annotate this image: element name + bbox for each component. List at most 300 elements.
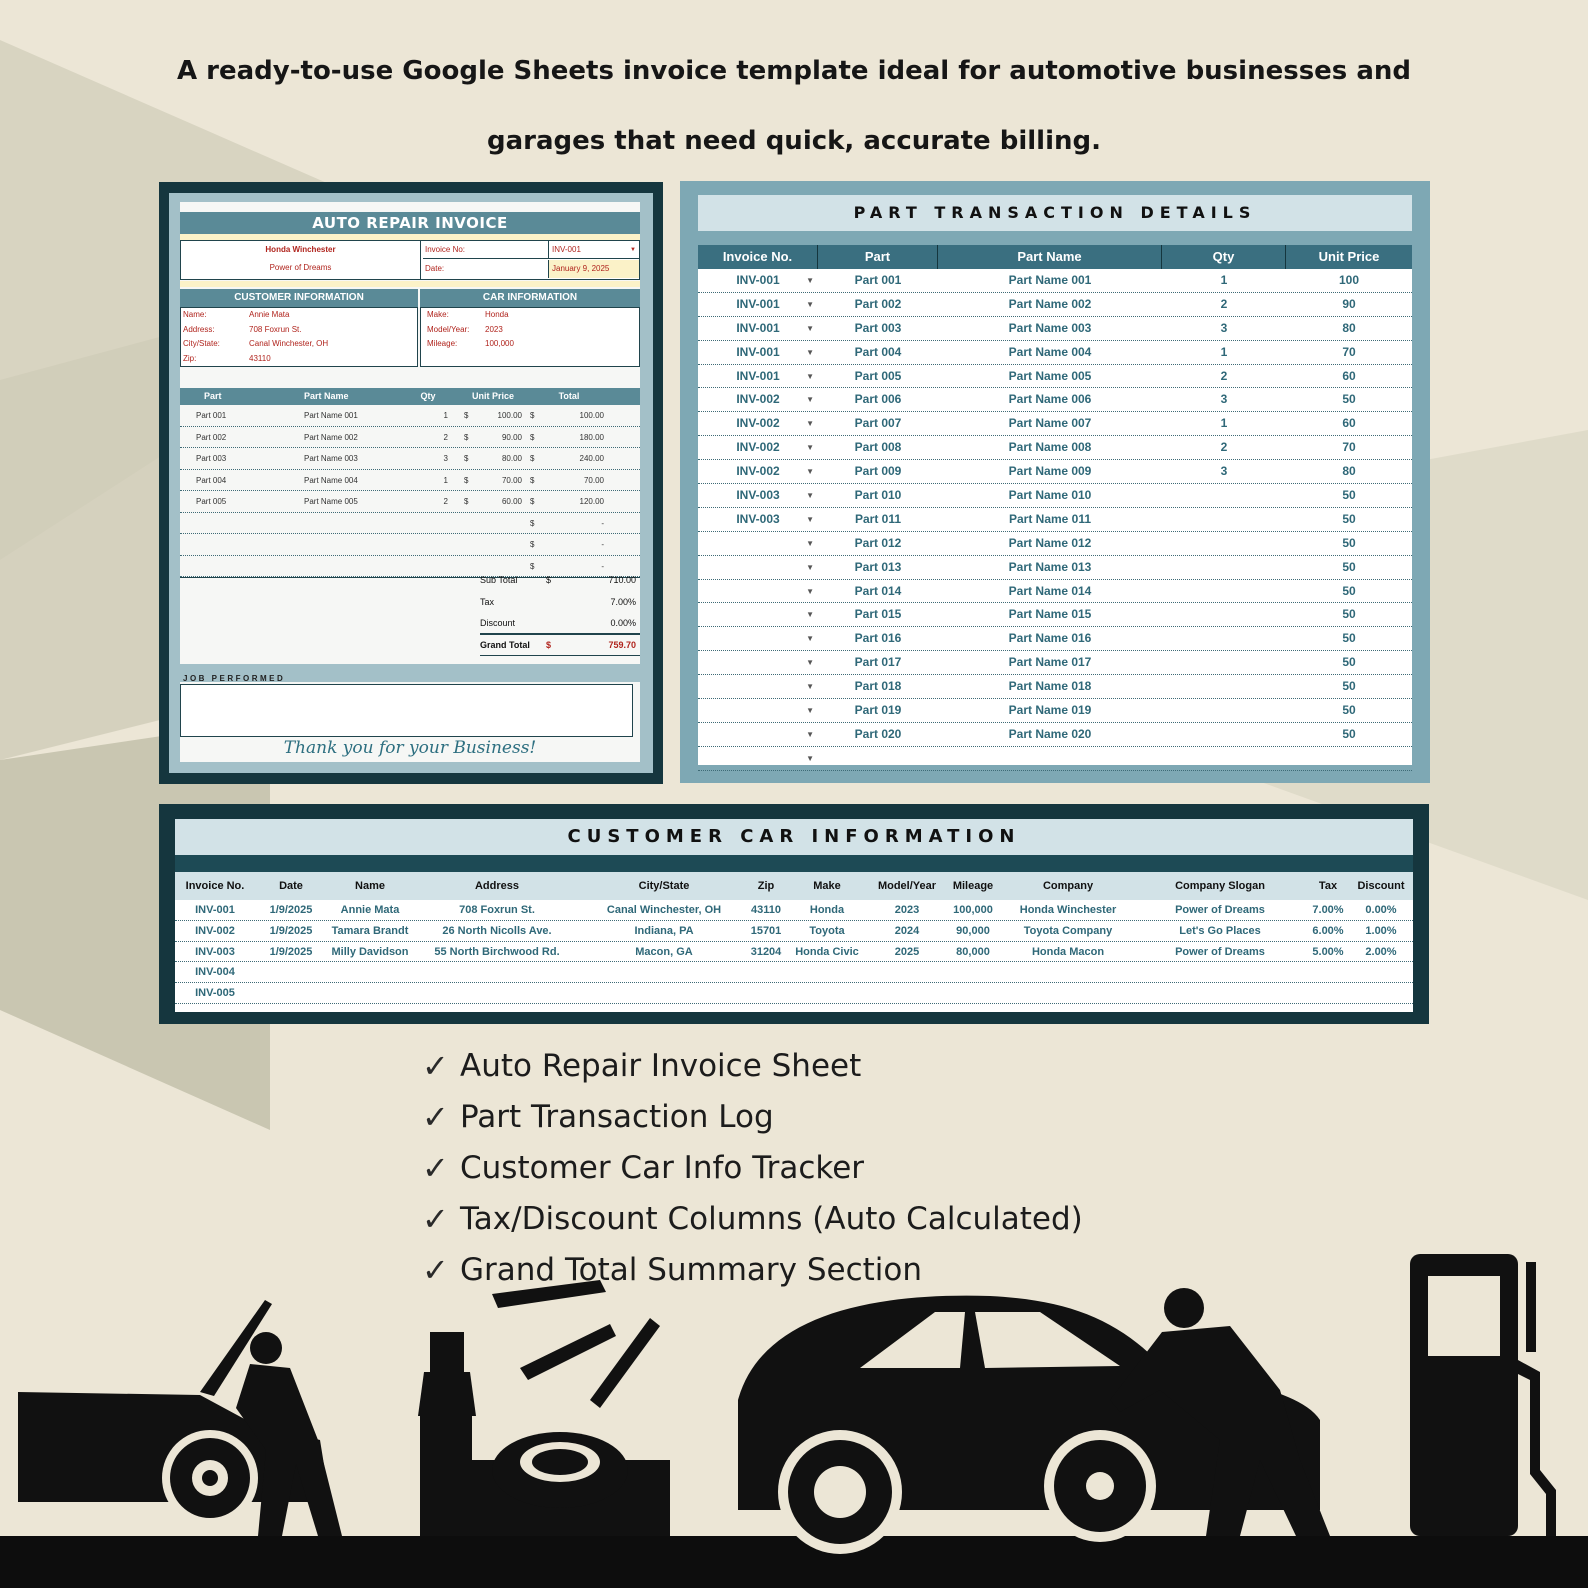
customer-cell[interactable] xyxy=(1351,962,1411,982)
customer-cell[interactable] xyxy=(747,962,785,982)
chevron-down-icon[interactable]: ▼ xyxy=(806,419,814,429)
customer-cell[interactable]: INV-002 xyxy=(195,924,235,937)
subtotal-value: 710.00 xyxy=(608,575,636,585)
line-part[interactable]: Part 002 xyxy=(196,432,227,442)
customer-cell[interactable] xyxy=(581,983,747,1003)
part-name-cell[interactable]: Part Name 004 xyxy=(1008,344,1092,359)
customer-header-cell[interactable]: Make xyxy=(813,880,841,892)
customer-cell[interactable]: 43110 xyxy=(751,904,781,916)
customer-cell[interactable]: 100,000 xyxy=(953,904,993,916)
invoice-line-row xyxy=(180,405,640,427)
chevron-down-icon[interactable]: ▼ xyxy=(806,514,814,524)
chevron-down-icon[interactable]: ▼ xyxy=(806,586,814,596)
line-unit-price[interactable] xyxy=(458,470,528,491)
part-name-cell[interactable]: Part Name 006 xyxy=(1008,392,1092,407)
part-name-cell[interactable]: Part Name 010 xyxy=(1008,488,1092,503)
customer-cell[interactable] xyxy=(747,983,785,1003)
unit-price-cell[interactable]: 50 xyxy=(1342,679,1356,694)
invoice-no-cell[interactable] xyxy=(698,365,818,388)
customer-cell[interactable] xyxy=(1305,962,1351,982)
chevron-down-icon[interactable]: ▼ xyxy=(806,467,814,477)
customer-header-cell[interactable]: Model/Year xyxy=(877,880,937,892)
part-cell[interactable]: Part 006 xyxy=(854,392,902,407)
part-name-cell[interactable]: Part Name 007 xyxy=(1008,416,1092,431)
qty-cell[interactable] xyxy=(1162,651,1286,674)
customer-header-cell[interactable]: Company xyxy=(1042,880,1094,892)
customer-cell[interactable] xyxy=(255,962,327,982)
car-info-block: Make: Honda Model/Year: 2023 Mileage: 100,000 xyxy=(420,307,640,367)
invoice-no-cell[interactable] xyxy=(698,293,818,316)
customer-cell[interactable]: INV-003 xyxy=(195,945,235,958)
line-qty[interactable]: 2 xyxy=(443,432,448,442)
line-qty[interactable]: 1 xyxy=(443,411,448,420)
invoice-no-cell[interactable] xyxy=(698,675,818,698)
part-name-cell[interactable]: Part Name 011 xyxy=(1008,511,1092,526)
customer-cell[interactable] xyxy=(869,962,945,982)
price-value: 100.00 xyxy=(497,411,522,420)
customer-cell[interactable] xyxy=(1001,983,1135,1003)
qty-cell[interactable] xyxy=(1162,484,1286,507)
price-value: 80.00 xyxy=(501,454,522,463)
unit-price-cell[interactable]: 60 xyxy=(1342,416,1356,431)
customer-city-state[interactable]: Canal Winchester, OH xyxy=(249,339,329,348)
currency-symbol: $ xyxy=(464,497,469,506)
customer-header-cell[interactable]: Discount xyxy=(1357,880,1405,892)
line-unit-price[interactable] xyxy=(458,491,528,512)
part-transaction-row xyxy=(698,293,1412,317)
header-part-name[interactable]: Part Name xyxy=(938,245,1162,269)
customer-cell[interactable]: Toyota Company xyxy=(1023,924,1113,937)
customer-cell[interactable]: 1/9/2025 xyxy=(269,904,313,916)
part-cell[interactable]: Part 001 xyxy=(854,273,902,287)
qty-cell[interactable] xyxy=(1162,723,1286,746)
car-make[interactable]: Honda xyxy=(485,310,509,319)
customer-cell[interactable] xyxy=(327,962,413,982)
invoice-no-label: Invoice No: xyxy=(423,241,549,259)
header-qty[interactable]: Qty xyxy=(1162,245,1286,269)
header-invoice-no[interactable]: Invoice No. xyxy=(698,245,818,269)
customer-header-cell[interactable]: Invoice No. xyxy=(185,880,245,892)
customer-cell[interactable]: Macon, GA xyxy=(635,945,693,958)
customer-cell[interactable]: 26 North Nicolls Ave. xyxy=(442,924,552,937)
part-name-cell[interactable]: Part Name 015 xyxy=(1008,607,1092,622)
chevron-down-icon[interactable]: ▼ xyxy=(806,443,814,453)
customer-cell[interactable] xyxy=(1305,983,1351,1003)
chevron-down-icon[interactable]: ▼ xyxy=(806,371,814,381)
qty-cell[interactable] xyxy=(1162,675,1286,698)
line-qty[interactable]: 2 xyxy=(443,497,448,506)
chevron-down-icon[interactable]: ▼ xyxy=(630,247,636,253)
currency-symbol: $ xyxy=(530,540,535,549)
invoice-no-cell[interactable] xyxy=(698,747,818,770)
chevron-down-icon[interactable]: ▼ xyxy=(806,299,814,309)
unit-price-cell[interactable]: 70 xyxy=(1342,440,1356,455)
part-transaction-row xyxy=(698,388,1412,412)
customer-cell[interactable] xyxy=(413,983,581,1003)
invoice-line-items xyxy=(180,388,640,578)
chevron-down-icon[interactable]: ▼ xyxy=(806,491,814,501)
unit-price-cell[interactable]: 100 xyxy=(1338,273,1360,287)
unit-price-cell[interactable]: 50 xyxy=(1342,535,1356,550)
unit-price-cell[interactable]: 50 xyxy=(1342,488,1356,503)
invoice-no-cell[interactable] xyxy=(698,508,818,531)
customer-cell[interactable]: 0.00% xyxy=(1365,904,1397,916)
line-qty[interactable] xyxy=(398,556,458,577)
chevron-down-icon[interactable]: ▼ xyxy=(806,395,814,405)
customer-cell[interactable]: Milly Davidson xyxy=(331,945,409,958)
unit-price-cell[interactable]: 70 xyxy=(1342,344,1356,359)
part-cell[interactable]: Part 011 xyxy=(854,511,902,526)
part-name-cell[interactable]: Part Name 013 xyxy=(1008,559,1092,574)
invoice-no-cell[interactable] xyxy=(698,603,818,626)
line-unit-price[interactable] xyxy=(458,427,528,448)
customer-cell[interactable]: 2024 xyxy=(894,924,920,937)
invoice-line-row xyxy=(180,491,640,513)
part-name-cell[interactable]: Part Name 018 xyxy=(1008,679,1092,694)
customer-header-cell[interactable]: Mileage xyxy=(952,880,994,892)
invoice-panel xyxy=(159,182,663,784)
unit-price-cell[interactable]: 60 xyxy=(1342,368,1356,383)
chevron-down-icon[interactable]: ▼ xyxy=(806,610,814,620)
line-part[interactable]: Part 003 xyxy=(196,454,227,463)
customer-cell[interactable]: 1/9/2025 xyxy=(269,945,313,958)
customer-cell[interactable] xyxy=(1351,983,1411,1003)
part-name-cell[interactable] xyxy=(938,747,1162,770)
customer-cell[interactable] xyxy=(581,962,747,982)
unit-price-cell[interactable]: 50 xyxy=(1342,703,1356,718)
qty-cell[interactable]: 2 xyxy=(1220,440,1228,455)
line-part-name[interactable] xyxy=(248,513,398,534)
part-cell[interactable]: Part 004 xyxy=(854,344,902,359)
header-unit-price[interactable]: Unit Price xyxy=(1318,249,1380,264)
unit-price-cell[interactable]: 80 xyxy=(1342,320,1356,335)
customer-cell[interactable]: 15701 xyxy=(750,924,782,937)
chevron-down-icon[interactable]: ▼ xyxy=(806,634,814,644)
chevron-down-icon[interactable]: ▼ xyxy=(806,682,814,692)
line-total xyxy=(528,470,610,491)
customer-cell[interactable]: Honda Civic xyxy=(795,945,859,958)
part-cell[interactable]: Part 020 xyxy=(854,726,902,741)
customer-cell[interactable]: 31204 xyxy=(750,945,782,958)
currency-symbol: $ xyxy=(530,432,535,442)
part-cell[interactable]: Part 016 xyxy=(854,631,902,646)
customer-cell[interactable]: 6.00% xyxy=(1312,924,1344,937)
part-cell[interactable]: Part 010 xyxy=(854,488,902,503)
line-part-name[interactable] xyxy=(248,556,398,577)
line-total xyxy=(528,405,610,426)
line-total xyxy=(528,534,610,555)
customer-header-cell[interactable]: Company Slogan xyxy=(1175,880,1265,892)
qty-cell[interactable] xyxy=(1162,580,1286,603)
invoice-no-cell[interactable] xyxy=(698,388,818,411)
line-part[interactable]: Part 004 xyxy=(196,475,227,485)
customer-header-cell[interactable]: City/State xyxy=(638,880,690,892)
invoice-no-cell[interactable] xyxy=(698,723,818,746)
line-part-name[interactable]: Part Name 003 xyxy=(304,454,358,463)
customer-cell[interactable]: 5.00% xyxy=(1312,945,1344,958)
invoice-no-value: INV-001 xyxy=(736,296,780,311)
customer-cell[interactable] xyxy=(785,983,869,1003)
customer-cell[interactable]: 2023 xyxy=(894,904,920,916)
qty-cell[interactable]: 1 xyxy=(1220,344,1228,359)
line-qty[interactable]: 1 xyxy=(443,475,448,485)
part-transaction-row xyxy=(698,317,1412,341)
chevron-down-icon[interactable]: ▼ xyxy=(806,729,814,739)
customer-cell[interactable]: Indiana, PA xyxy=(634,924,694,937)
customer-cell[interactable]: Power of Dreams xyxy=(1175,904,1265,916)
part-transaction-row xyxy=(698,365,1412,389)
part-cell[interactable]: Part 002 xyxy=(854,296,902,311)
part-name-cell[interactable]: Part Name 012 xyxy=(1008,535,1092,550)
customer-header-cell[interactable]: Name xyxy=(355,880,385,892)
unit-price-cell[interactable]: 90 xyxy=(1342,296,1356,311)
qty-cell[interactable]: 1 xyxy=(1220,273,1228,287)
total-value: 240.00 xyxy=(579,454,604,463)
line-unit-price[interactable] xyxy=(458,513,528,534)
total-value: - xyxy=(601,540,604,549)
line-total xyxy=(528,427,610,448)
part-cell[interactable]: Part 017 xyxy=(854,655,902,670)
customer-cell[interactable]: Annie Mata xyxy=(340,904,400,916)
part-cell[interactable]: Part 008 xyxy=(854,440,902,455)
part-name-cell[interactable]: Part Name 020 xyxy=(1008,726,1092,741)
customer-row xyxy=(175,962,1413,983)
tax-label: Tax xyxy=(480,596,495,607)
part-cell[interactable]: Part 005 xyxy=(854,368,902,383)
customer-cell[interactable]: INV-005 xyxy=(195,987,235,1000)
line-unit-price[interactable] xyxy=(458,448,528,469)
chevron-down-icon[interactable]: ▼ xyxy=(806,658,814,668)
part-name-cell[interactable]: Part Name 005 xyxy=(1008,368,1092,383)
invoice-no-cell[interactable] xyxy=(698,436,818,459)
unit-price-cell[interactable]: 50 xyxy=(1342,392,1356,407)
invoice-no-cell[interactable] xyxy=(698,460,818,483)
unit-price-cell[interactable]: 50 xyxy=(1342,583,1356,598)
part-cell[interactable]: Part 019 xyxy=(854,703,902,718)
customer-cell[interactable]: 708 Foxrun St. xyxy=(459,904,535,916)
part-cell[interactable]: Part 018 xyxy=(854,679,902,694)
part-name-cell[interactable]: Part Name 008 xyxy=(1008,440,1092,455)
part-name-cell[interactable]: Part Name 009 xyxy=(1008,464,1092,479)
customer-cell[interactable]: INV-001 xyxy=(195,904,235,916)
invoice-date[interactable]: January 9, 2025 xyxy=(552,264,610,273)
feature-text: Tax/Discount Columns (Auto Calculated) xyxy=(460,1200,1083,1237)
line-total xyxy=(528,513,610,534)
customer-cell[interactable]: INV-004 xyxy=(195,966,235,979)
customer-cell[interactable] xyxy=(1135,983,1305,1003)
qty-cell[interactable] xyxy=(1162,699,1286,722)
customer-header-cell[interactable]: Date xyxy=(279,880,303,892)
line-part[interactable]: Part 001 xyxy=(196,411,227,420)
part-cell[interactable]: Part 015 xyxy=(854,607,902,622)
customer-cell[interactable] xyxy=(255,983,327,1003)
customer-name[interactable]: Annie Mata xyxy=(249,310,290,319)
grand-total-label: Grand Total xyxy=(480,639,530,650)
chevron-down-icon[interactable]: ▼ xyxy=(806,347,814,357)
headline xyxy=(0,46,1588,186)
qty-cell[interactable]: 2 xyxy=(1220,368,1228,383)
customer-cell[interactable]: Honda xyxy=(809,904,845,916)
chevron-down-icon[interactable]: ▼ xyxy=(806,753,814,763)
qty-cell[interactable]: 1 xyxy=(1220,416,1228,431)
invoice-no-cell[interactable] xyxy=(698,556,818,579)
customer-cell[interactable] xyxy=(1135,962,1305,982)
part-cell[interactable] xyxy=(818,747,938,770)
part-name-cell[interactable]: Part Name 014 xyxy=(1008,583,1092,598)
car-model-year[interactable]: 2023 xyxy=(485,324,503,334)
part-cell[interactable]: Part 012 xyxy=(854,535,902,550)
line-qty[interactable] xyxy=(398,534,458,555)
invoice-no-cell[interactable] xyxy=(698,699,818,722)
total-value: - xyxy=(601,518,604,528)
customer-car-table xyxy=(175,872,1413,1012)
customer-cell[interactable] xyxy=(869,983,945,1003)
customer-header-cell[interactable]: Address xyxy=(474,880,520,892)
part-transaction-row xyxy=(698,603,1412,627)
qty-cell[interactable] xyxy=(1162,603,1286,626)
customer-cell[interactable]: 55 North Birchwood Rd. xyxy=(434,945,560,958)
invoice-no-cell[interactable] xyxy=(698,269,818,292)
unit-price-cell[interactable]: 50 xyxy=(1342,511,1356,526)
customer-cell[interactable]: Power of Dreams xyxy=(1175,945,1265,958)
part-name-cell[interactable]: Part Name 001 xyxy=(1008,273,1092,287)
line-part[interactable] xyxy=(180,513,248,534)
unit-price-cell[interactable] xyxy=(1286,747,1412,770)
chevron-down-icon[interactable]: ▼ xyxy=(806,538,814,548)
customer-cell[interactable]: 1/9/2025 xyxy=(269,924,313,937)
car-mileage[interactable]: 100,000 xyxy=(485,339,514,348)
line-qty[interactable]: 3 xyxy=(443,454,448,463)
invoice-no-cell[interactable] xyxy=(698,317,818,340)
invoice-no-cell[interactable] xyxy=(698,484,818,507)
part-name-cell[interactable]: Part Name 017 xyxy=(1008,655,1092,670)
line-unit-price[interactable] xyxy=(458,405,528,426)
part-name-cell[interactable]: Part Name 002 xyxy=(1008,296,1092,311)
customer-cell[interactable]: Tamara Brandt xyxy=(331,924,409,937)
customer-cell[interactable]: 7.00% xyxy=(1312,904,1344,916)
part-name-cell[interactable]: Part Name 019 xyxy=(1008,703,1092,718)
customer-cell[interactable]: Honda Winchester xyxy=(1019,904,1117,916)
customer-cell[interactable]: 1.00% xyxy=(1365,924,1397,937)
invoice-no-cell[interactable] xyxy=(698,651,818,674)
job-performed-input[interactable] xyxy=(180,684,633,737)
line-unit-price[interactable] xyxy=(458,534,528,555)
customer-cell[interactable]: Let's Go Places xyxy=(1179,924,1261,937)
line-part[interactable]: Part 005 xyxy=(196,497,227,506)
feature-item xyxy=(422,1142,1083,1193)
qty-cell[interactable] xyxy=(1162,627,1286,650)
line-part-name[interactable]: Part Name 004 xyxy=(304,475,358,485)
qty-cell[interactable]: 3 xyxy=(1220,320,1228,335)
customer-header-cell[interactable]: Tax xyxy=(1318,880,1338,892)
total-value: - xyxy=(601,561,604,571)
invoice-sheet xyxy=(180,202,640,762)
customer-cell[interactable]: Canal Winchester, OH xyxy=(606,904,722,916)
customer-cell[interactable]: 2.00% xyxy=(1365,945,1397,958)
qty-cell[interactable] xyxy=(1162,747,1286,770)
invoice-line-row xyxy=(180,448,640,470)
total-value: 100.00 xyxy=(579,411,604,420)
part-name-cell[interactable]: Part Name 003 xyxy=(1008,320,1092,335)
tools-tires-icon xyxy=(418,1280,670,1536)
currency-symbol: $ xyxy=(530,411,535,420)
customer-cell[interactable] xyxy=(327,983,413,1003)
customer-cell[interactable]: Toyota xyxy=(809,924,845,937)
unit-price-cell[interactable]: 50 xyxy=(1342,726,1356,741)
customer-cell[interactable] xyxy=(1001,962,1135,982)
part-transactions-title: PART TRANSACTION DETAILS xyxy=(698,195,1412,231)
unit-price-cell[interactable]: 80 xyxy=(1342,464,1356,479)
qty-cell[interactable]: 3 xyxy=(1220,464,1228,479)
currency-symbol: $ xyxy=(464,475,469,485)
company-slogan: Power of Dreams xyxy=(269,263,332,272)
line-part-name[interactable]: Part Name 002 xyxy=(304,432,358,442)
part-cell[interactable]: Part 009 xyxy=(854,464,902,479)
line-qty[interactable] xyxy=(398,513,458,534)
part-name-cell[interactable]: Part Name 016 xyxy=(1008,631,1092,646)
part-cell[interactable]: Part 003 xyxy=(854,320,902,335)
customer-info-heading: CUSTOMER INFORMATION xyxy=(180,289,418,307)
chevron-down-icon[interactable]: ▼ xyxy=(806,706,814,716)
customer-cell[interactable] xyxy=(785,962,869,982)
customer-cell[interactable]: 2025 xyxy=(894,945,920,958)
qty-cell[interactable] xyxy=(1162,508,1286,531)
line-part-name[interactable]: Part Name 005 xyxy=(304,497,358,506)
invoice-no-select[interactable]: INV-001 xyxy=(552,245,581,254)
invoice-no-cell[interactable] xyxy=(698,532,818,555)
unit-price-cell[interactable]: 50 xyxy=(1342,655,1356,670)
line-part[interactable] xyxy=(180,556,248,577)
part-cell[interactable]: Part 013 xyxy=(854,559,902,574)
customer-cell[interactable]: 90,000 xyxy=(956,924,990,937)
qty-cell[interactable] xyxy=(1162,556,1286,579)
price-value: 70.00 xyxy=(501,475,522,485)
customer-zip[interactable]: 43110 xyxy=(249,353,271,363)
chevron-down-icon[interactable]: ▼ xyxy=(806,562,814,572)
qty-cell[interactable]: 3 xyxy=(1220,392,1228,407)
line-part[interactable] xyxy=(180,534,248,555)
line-part-name[interactable] xyxy=(248,534,398,555)
unit-price-cell[interactable]: 50 xyxy=(1342,607,1356,622)
part-cell[interactable]: Part 014 xyxy=(854,583,902,598)
invoice-no-cell[interactable] xyxy=(698,580,818,603)
unit-price-cell[interactable]: 50 xyxy=(1342,559,1356,574)
customer-cell[interactable]: 80,000 xyxy=(956,945,990,958)
part-transaction-row xyxy=(698,484,1412,508)
customer-row xyxy=(175,983,1413,1004)
customer-cell[interactable]: Honda Macon xyxy=(1031,945,1105,958)
customer-header-cell[interactable]: Zip xyxy=(757,880,775,892)
garage-silhouette-illustration xyxy=(0,1240,1588,1588)
invoice-no-cell[interactable] xyxy=(698,627,818,650)
invoice-no-cell[interactable] xyxy=(698,412,818,435)
qty-cell[interactable] xyxy=(1162,532,1286,555)
currency-symbol: $ xyxy=(530,475,535,485)
chevron-down-icon[interactable]: ▼ xyxy=(806,323,814,333)
line-part-name[interactable]: Part Name 001 xyxy=(304,411,358,420)
unit-price-cell[interactable]: 50 xyxy=(1342,631,1356,646)
customer-cell[interactable] xyxy=(945,983,1001,1003)
invoice-no-value: INV-002 xyxy=(736,392,780,407)
customer-address[interactable]: 708 Foxrun St. xyxy=(249,324,302,334)
chevron-down-icon[interactable]: ▼ xyxy=(806,276,814,285)
customer-cell[interactable] xyxy=(413,962,581,982)
customer-cell[interactable] xyxy=(945,962,1001,982)
qty-cell[interactable]: 2 xyxy=(1220,296,1228,311)
part-cell[interactable]: Part 007 xyxy=(854,416,902,431)
invoice-no-cell[interactable] xyxy=(698,341,818,364)
header-part[interactable]: Part xyxy=(818,245,938,269)
